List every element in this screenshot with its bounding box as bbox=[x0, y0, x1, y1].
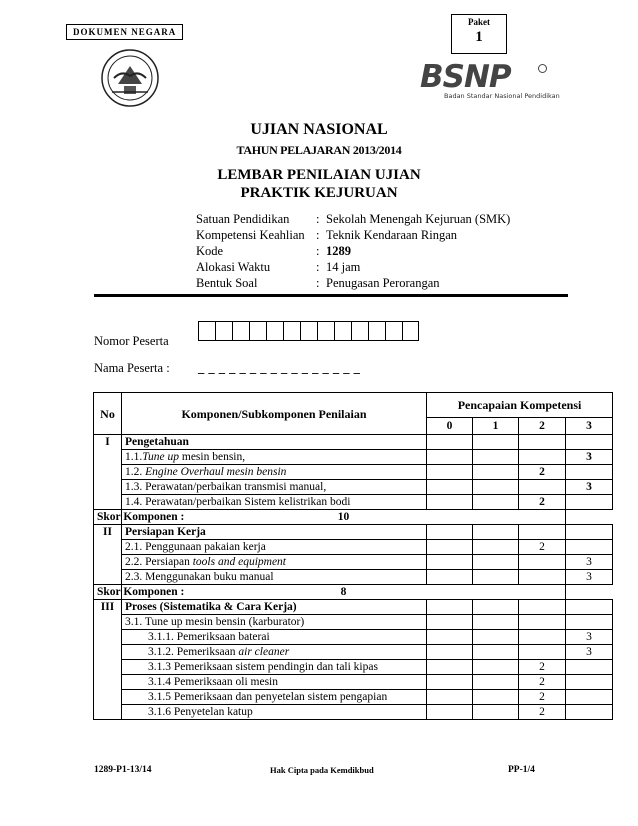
score-cell bbox=[427, 555, 473, 570]
item-prefix: 3.1.5 Pemeriksaan dan penyetelan sistem pengapian bbox=[148, 691, 388, 703]
score-cell bbox=[473, 465, 519, 480]
item-description bbox=[122, 645, 427, 660]
table-row bbox=[94, 630, 613, 645]
table-row bbox=[94, 660, 613, 675]
table-row bbox=[94, 495, 613, 510]
section-title-row bbox=[94, 600, 613, 615]
score-cell bbox=[566, 675, 613, 690]
score-cell bbox=[427, 660, 473, 675]
col-pencapaian-header: Pencapaian Kompetensi bbox=[427, 393, 613, 418]
score-cell bbox=[473, 600, 519, 615]
score-cell bbox=[473, 660, 519, 675]
score-cell bbox=[566, 435, 613, 450]
nomor-peserta-boxes[interactable] bbox=[198, 321, 419, 341]
info-row bbox=[196, 227, 510, 243]
score-cell: 3 bbox=[566, 450, 613, 465]
score-cell: 3 bbox=[566, 645, 613, 660]
skor-komponen-value: 10 bbox=[122, 510, 566, 525]
score-header-0: 0 bbox=[427, 418, 473, 435]
score-header-2: 2 bbox=[519, 418, 566, 435]
score-header-3: 3 bbox=[566, 418, 613, 435]
score-cell bbox=[519, 480, 566, 495]
item-description bbox=[122, 660, 427, 675]
item-description bbox=[122, 555, 427, 570]
item-italic-term: Engine Overhaul mesin bensin bbox=[145, 466, 287, 478]
paket-label: Paket bbox=[468, 17, 490, 27]
score-cell bbox=[519, 435, 566, 450]
info-value: Teknik Kendaraan Ringan bbox=[326, 228, 458, 242]
info-label: Satuan Pendidikan bbox=[196, 212, 290, 226]
section-title: Persiapan Kerja bbox=[122, 525, 427, 540]
score-cell bbox=[566, 495, 613, 510]
score-cell bbox=[566, 690, 613, 705]
section-number: I bbox=[94, 435, 122, 510]
item-prefix: 1.3. Perawatan/perbaikan transmisi manual, bbox=[125, 481, 327, 493]
item-prefix: 1.4. Perawatan/perbaikan Sistem kelistrikan bodi bbox=[125, 496, 351, 508]
score-cell bbox=[427, 675, 473, 690]
score-cell bbox=[427, 645, 473, 660]
score-cell bbox=[473, 675, 519, 690]
paket-box bbox=[451, 14, 507, 54]
info-sep: : bbox=[316, 212, 320, 226]
exam-title: UJIAN NASIONAL bbox=[250, 121, 388, 138]
table-row bbox=[94, 705, 613, 720]
info-value: 1289 bbox=[326, 244, 351, 258]
score-cell bbox=[427, 630, 473, 645]
item-description bbox=[122, 570, 427, 585]
registered-mark-icon bbox=[538, 64, 547, 73]
section-subtitle-row bbox=[94, 615, 613, 630]
info-label: Kompetensi Keahlian bbox=[196, 228, 305, 242]
info-label: Bentuk Soal bbox=[196, 276, 258, 290]
item-prefix: 3.1.3 Pemeriksaan sistem pendingin dan tali kipas bbox=[148, 661, 378, 673]
section-number: III bbox=[94, 600, 122, 720]
score-cell bbox=[566, 465, 613, 480]
score-cell bbox=[473, 630, 519, 645]
score-cell bbox=[473, 435, 519, 450]
score-cell: 2 bbox=[519, 495, 566, 510]
table-row bbox=[94, 480, 613, 495]
info-sep: : bbox=[316, 244, 320, 258]
divider-line bbox=[94, 294, 568, 297]
item-description bbox=[122, 675, 427, 690]
score-cell bbox=[473, 615, 519, 630]
skor-komponen-label: Skor Komponen : bbox=[94, 510, 122, 525]
item-description bbox=[122, 465, 427, 480]
item-description bbox=[122, 690, 427, 705]
footer-copyright: Hak Cipta pada Kemdikbud bbox=[270, 765, 374, 775]
score-cell bbox=[427, 450, 473, 465]
score-cell: 3 bbox=[566, 480, 613, 495]
item-prefix: 2.3. Menggunakan buku manual bbox=[125, 571, 274, 583]
score-cell: 2 bbox=[519, 660, 566, 675]
score-cell bbox=[519, 600, 566, 615]
item-description bbox=[122, 630, 427, 645]
nama-peserta-blank[interactable]: _ _ _ _ _ _ _ _ _ _ _ _ _ _ _ _ bbox=[198, 361, 361, 375]
score-cell bbox=[427, 465, 473, 480]
item-prefix: 3.1.4 Pemeriksaan oli mesin bbox=[148, 676, 278, 688]
sheet-title-line2: PRAKTIK KEJURUAN bbox=[240, 185, 398, 201]
item-description bbox=[122, 495, 427, 510]
table-row bbox=[94, 690, 613, 705]
score-cell bbox=[473, 645, 519, 660]
nama-peserta-label: Nama Peserta : bbox=[94, 361, 170, 375]
item-italic-term: air cleaner bbox=[238, 646, 290, 658]
footer-code: 1289-P1-13/14 bbox=[94, 765, 152, 775]
score-cell bbox=[566, 660, 613, 675]
item-description bbox=[122, 540, 427, 555]
score-cell bbox=[473, 540, 519, 555]
score-cell bbox=[427, 705, 473, 720]
score-cell bbox=[427, 540, 473, 555]
item-suffix: mesin bensin, bbox=[179, 451, 246, 463]
document-classification-label: DOKUMEN NEGARA bbox=[66, 24, 183, 40]
item-italic-term: Tune up bbox=[142, 451, 179, 463]
info-value: 14 jam bbox=[326, 260, 361, 274]
skor-komponen-label: Skor Komponen : bbox=[94, 585, 122, 600]
item-prefix: 1.1. bbox=[125, 451, 143, 463]
item-description bbox=[122, 450, 427, 465]
score-header-1: 1 bbox=[473, 418, 519, 435]
section-subtitle: 3.1. Tune up mesin bensin (karburator) bbox=[122, 615, 427, 630]
table-row bbox=[94, 645, 613, 660]
score-cell bbox=[519, 630, 566, 645]
nomor-peserta-label: Nomor Peserta bbox=[94, 334, 169, 348]
score-cell: 2 bbox=[519, 465, 566, 480]
item-prefix: 1.2. bbox=[125, 466, 146, 478]
score-cell bbox=[427, 690, 473, 705]
item-prefix: 3.1.6 Penyetelan katup bbox=[148, 706, 253, 718]
score-cell bbox=[473, 525, 519, 540]
section-title-row bbox=[94, 525, 613, 540]
score-cell bbox=[473, 555, 519, 570]
table-row bbox=[94, 450, 613, 465]
info-row bbox=[196, 259, 510, 275]
info-label: Kode bbox=[196, 244, 224, 258]
info-row bbox=[196, 211, 510, 227]
paket-number: 1 bbox=[475, 29, 483, 45]
info-sep: : bbox=[316, 260, 320, 274]
score-cell: 2 bbox=[519, 540, 566, 555]
exam-year: TAHUN PELAJARAN 2013/2014 bbox=[236, 143, 402, 157]
info-sep: : bbox=[316, 276, 320, 290]
info-row bbox=[196, 275, 510, 291]
info-label: Alokasi Waktu bbox=[196, 260, 271, 274]
tut-wuri-handayani-logo bbox=[98, 48, 162, 108]
score-cell bbox=[427, 570, 473, 585]
score-cell bbox=[473, 705, 519, 720]
info-block bbox=[196, 211, 510, 291]
score-cell bbox=[427, 495, 473, 510]
item-italic-term: tools and equipment bbox=[192, 556, 286, 568]
bsnp-logo-text: BSNP bbox=[420, 59, 511, 95]
table-row bbox=[94, 675, 613, 690]
score-cell bbox=[566, 525, 613, 540]
score-cell bbox=[519, 645, 566, 660]
score-cell bbox=[427, 600, 473, 615]
section-number: II bbox=[94, 525, 122, 585]
info-value: Penugasan Perorangan bbox=[326, 276, 440, 290]
score-cell bbox=[566, 615, 613, 630]
score-cell bbox=[566, 600, 613, 615]
table-row bbox=[94, 540, 613, 555]
sheet-title-line1: LEMBAR PENILAIAN UJIAN bbox=[217, 167, 421, 183]
score-cell: 3 bbox=[566, 570, 613, 585]
score-cell bbox=[473, 450, 519, 465]
score-cell bbox=[473, 690, 519, 705]
info-sep: : bbox=[316, 228, 320, 242]
score-cell bbox=[427, 435, 473, 450]
item-description bbox=[122, 480, 427, 495]
table-header-row bbox=[94, 393, 613, 418]
bsnp-subtitle: Badan Standar Nasional Pendidikan bbox=[444, 92, 560, 100]
skor-komponen-row bbox=[94, 510, 613, 525]
score-cell: 2 bbox=[519, 675, 566, 690]
score-cell bbox=[427, 525, 473, 540]
score-cell bbox=[519, 450, 566, 465]
section-title-row bbox=[94, 435, 613, 450]
score-cell: 3 bbox=[566, 630, 613, 645]
footer-page: PP-1/4 bbox=[508, 765, 535, 775]
section-title: Proses (Sistematika & Cara Kerja) bbox=[122, 600, 427, 615]
section-title: Pengetahuan bbox=[122, 435, 427, 450]
item-description bbox=[122, 705, 427, 720]
col-komponen-header: Komponen/Subkomponen Penilaian bbox=[122, 393, 427, 435]
score-cell bbox=[519, 570, 566, 585]
item-prefix: 3.1.1. Pemeriksaan baterai bbox=[148, 631, 270, 643]
assessment-table bbox=[93, 392, 613, 720]
score-cell bbox=[519, 555, 566, 570]
score-cell bbox=[473, 480, 519, 495]
table-row bbox=[94, 570, 613, 585]
score-cell bbox=[427, 480, 473, 495]
score-cell bbox=[519, 525, 566, 540]
score-cell bbox=[427, 615, 473, 630]
score-cell bbox=[566, 705, 613, 720]
info-row bbox=[196, 243, 510, 259]
item-prefix: 2.2. Persiapan bbox=[125, 556, 193, 568]
skor-komponen-value: 8 bbox=[122, 585, 566, 600]
table-row bbox=[94, 555, 613, 570]
score-cell bbox=[566, 540, 613, 555]
score-cell: 2 bbox=[519, 690, 566, 705]
item-prefix: 3.1.2. Pemeriksaan bbox=[148, 646, 239, 658]
item-prefix: 2.1. Penggunaan pakaian kerja bbox=[125, 541, 266, 553]
table-row bbox=[94, 465, 613, 480]
score-cell: 3 bbox=[566, 555, 613, 570]
score-cell bbox=[473, 570, 519, 585]
col-no-header: No bbox=[94, 393, 122, 435]
skor-komponen-row bbox=[94, 585, 613, 600]
score-cell bbox=[519, 615, 566, 630]
score-cell bbox=[473, 495, 519, 510]
score-cell: 2 bbox=[519, 705, 566, 720]
info-value: Sekolah Menengah Kejuruan (SMK) bbox=[326, 212, 511, 226]
